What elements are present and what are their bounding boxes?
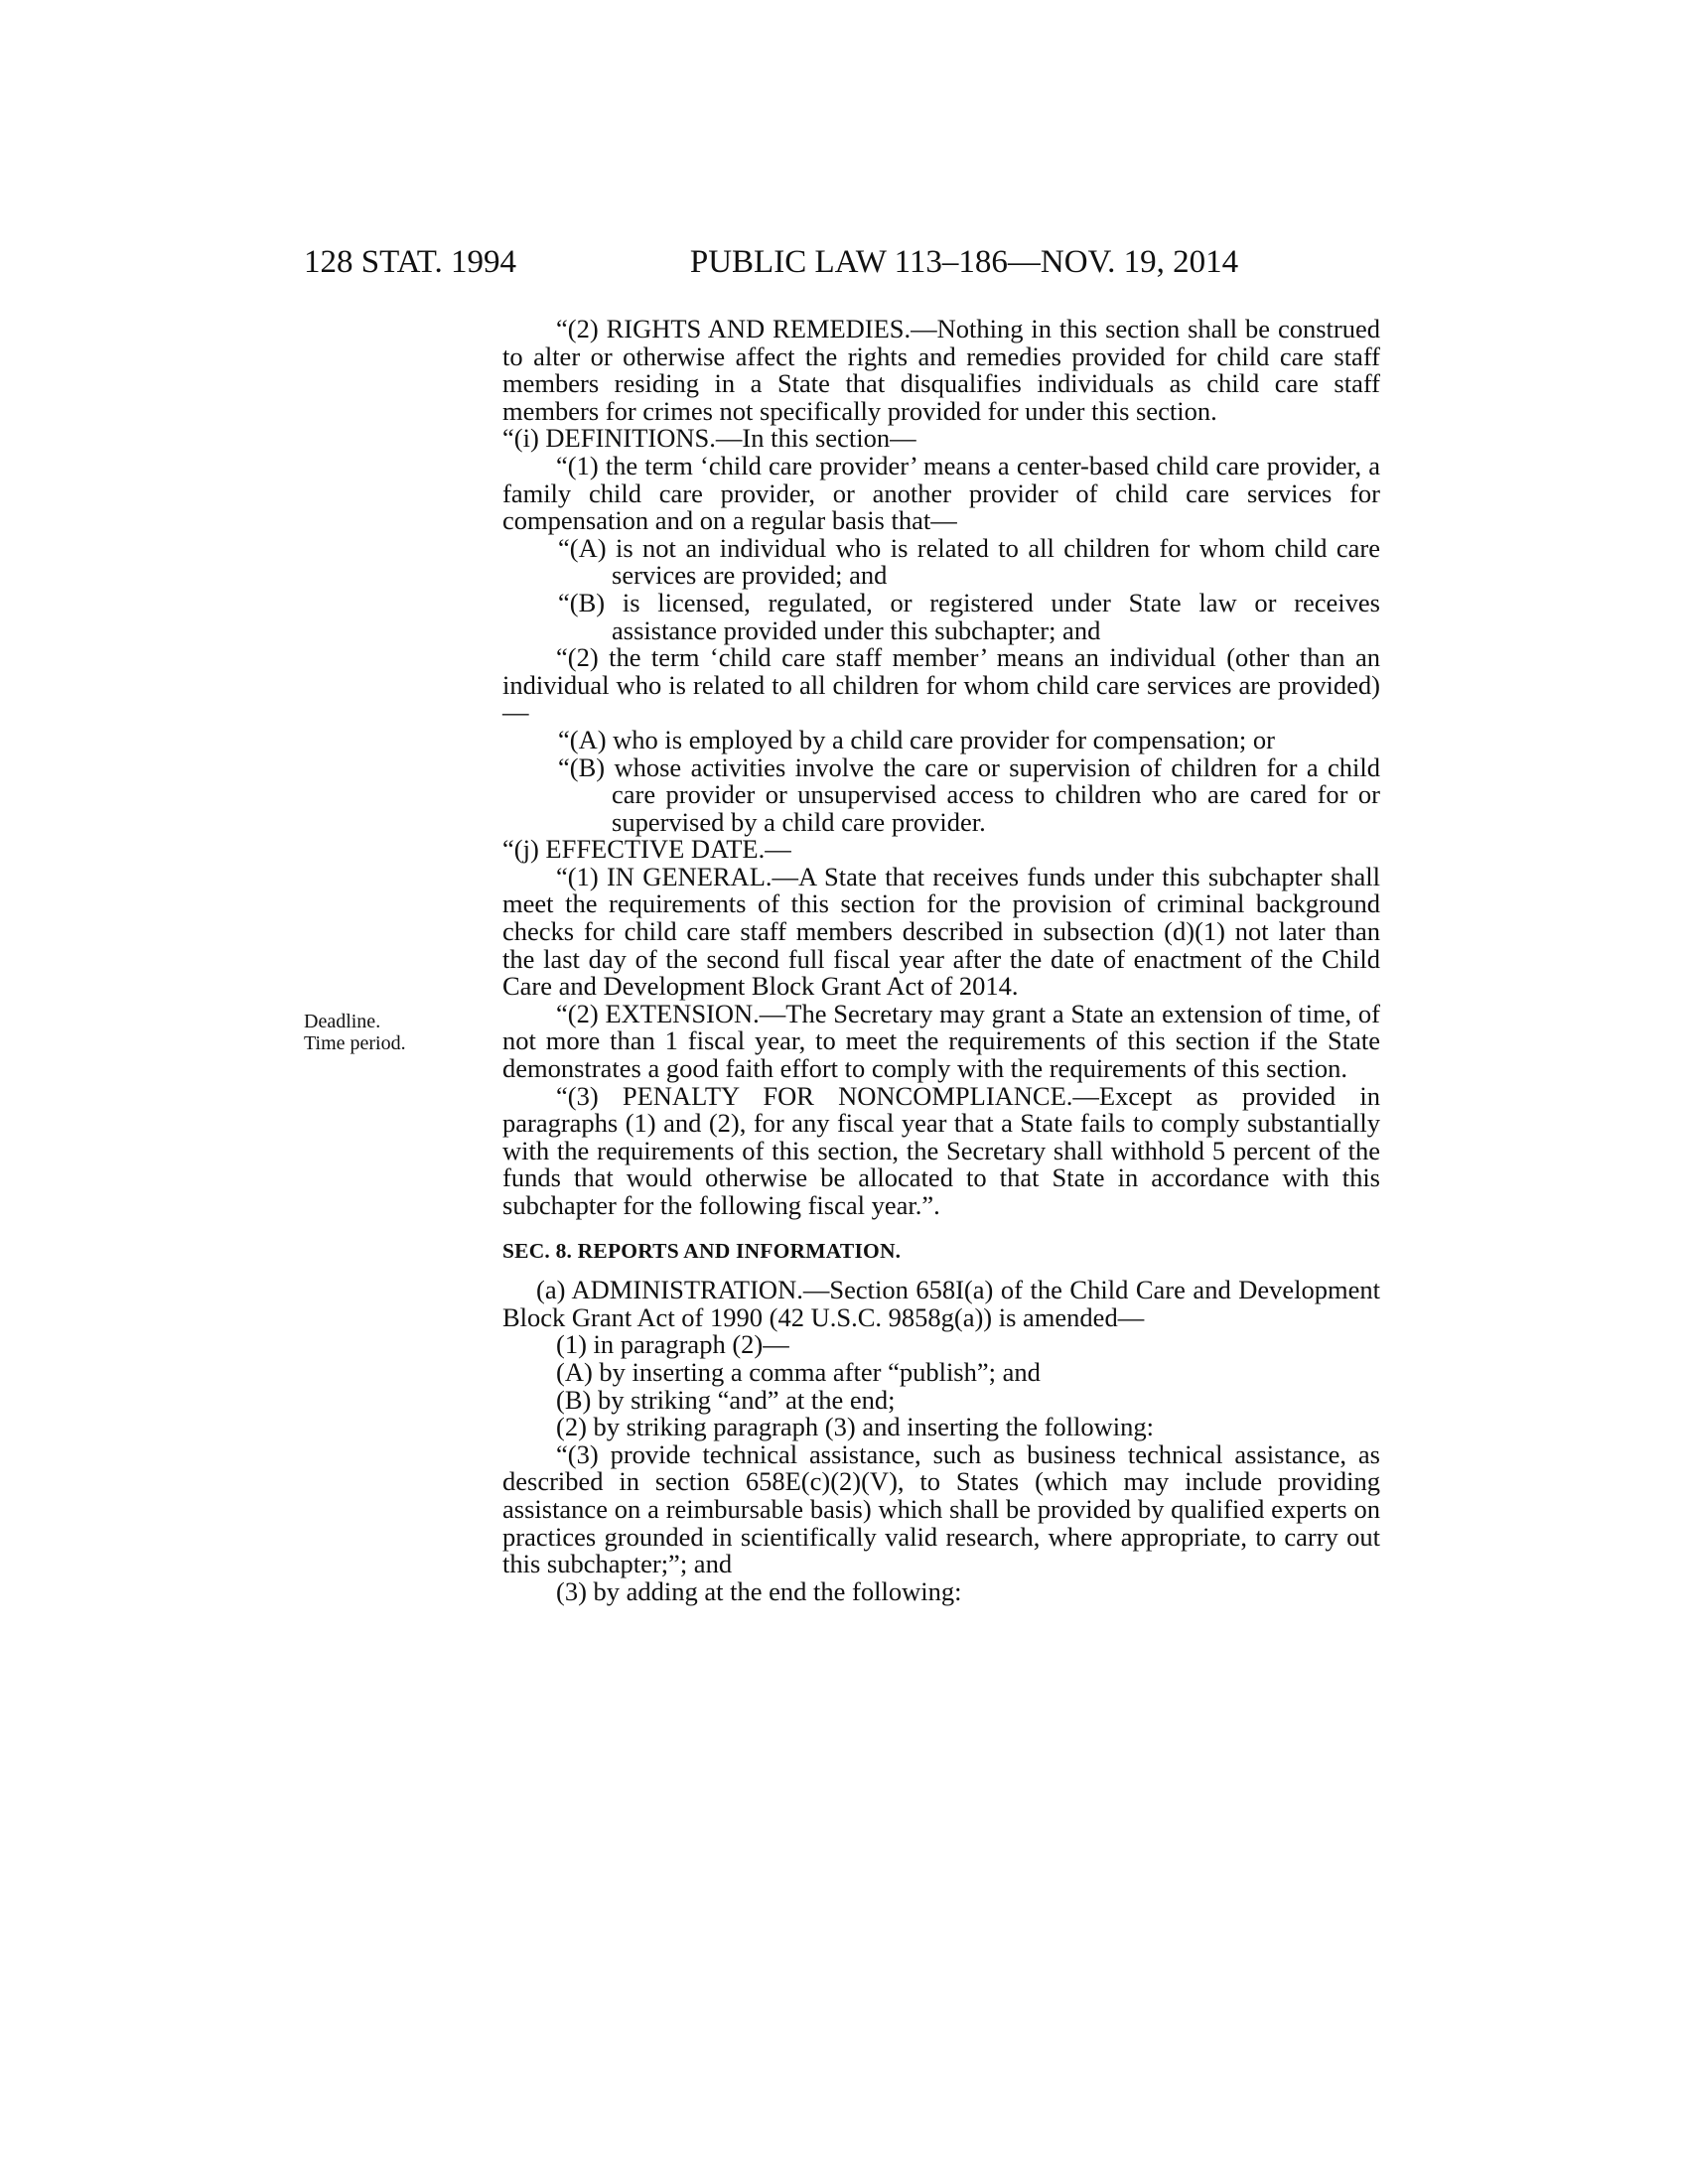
para-in-paragraph-2: (1) in paragraph (2)— — [556, 1329, 789, 1360]
margin-note-deadline: Deadline. — [304, 1011, 381, 1032]
para-extension: “(2) EXTENSION.—The Secretary may grant a State an extension of time, of not more than 1 fiscal year, to meet the requirements of this section if the State demonstrates a good faith effort to comply with the requirements of this section. — [502, 998, 1380, 1084]
para-def-staff-member: “(2) the term ‘child care staff member’ means an individual (other than an individual who is related to all children for whom child care services are provided)— — [502, 642, 1380, 728]
para-def-child-care-provider: “(1) the term ‘child care provider’ means a center-based child care provider, a family child care provider, or another provider of child care services for compensation and on a regular basis that— — [502, 450, 1380, 536]
para-penalty: “(3) PENALTY FOR NONCOMPLIANCE.—Except as provided in paragraphs (1) and (2), for any fiscal year that a State fails to comply substantially with the requirements of this section, the Secretary shall withhold 5 percent of the funds that would otherwise be allocated to that State in accordance with this subchapter for the following fiscal year.”. — [502, 1080, 1380, 1220]
para-def-staff-b: “(B) whose activities involve the care or supervision of children for a child care provider or unsupervised access to children who are cared for or supervised by a child care provider. — [558, 751, 1380, 837]
para-def-provider-a: “(A) is not an individual who is related to all children for whom child care services are provided; and — [558, 532, 1380, 591]
margin-note — [304, 1011, 406, 1054]
para-adding-at-end: (3) by adding at the end the following: — [556, 1575, 962, 1606]
para-insert-comma: (A) by inserting a comma after “publish”; and — [556, 1356, 1041, 1387]
para-definitions-heading: “(i) DEFINITIONS.—In this section— — [502, 423, 916, 454]
para-def-provider-b: “(B) is licensed, regulated, or registered under State law or receives assistance provided under this subchapter; and — [558, 587, 1380, 645]
section-heading: SEC. 8. REPORTS AND INFORMATION. — [502, 1238, 902, 1263]
running-header: PUBLIC LAW 113–186—NOV. 19, 2014 — [689, 244, 1239, 280]
para-rights-and-remedies: “(2) RIGHTS AND REMEDIES.—Nothing in this section shall be construed to alter or otherwise affect the rights and remedies provided for child care staff members residing in a State that disqualifies individuals as child care staff members for crimes not specifically provided for under this section. — [502, 314, 1380, 426]
para-administration: (a) ADMINISTRATION.—Section 658I(a) of the Child Care and Development Block Grant Act of 1990 (42 U.S.C. 9858g(a)) is amended— — [502, 1275, 1380, 1332]
para-technical-assistance: “(3) provide technical assistance, such as business technical assistance, as described in section 658E(c)(2)(V), to States (which may include providing assistance on a reimbursable basis) which shall be provided by qualified experts on practices grounded in scientifically valid research, where appropriate, to carry out this subchapter;”; and — [502, 1438, 1380, 1579]
para-strike-and: (B) by striking “and” at the end; — [556, 1384, 896, 1415]
page-body — [502, 316, 1380, 1605]
para-in-general: “(1) IN GENERAL.—A State that receives funds under this subchapter shall meet the requirements of this section for the provision of criminal background checks for child care staff members described in subsection (d)(1) not later than the last day of the second full fiscal year after the date of enactment of the Child Care and Development Block Grant Act of 2014. — [502, 861, 1380, 1002]
para-def-staff-a: “(A) who is employed by a child care provider for compensation; or — [558, 724, 1275, 754]
margin-note-time-period: Time period. — [304, 1032, 406, 1054]
page-stat-number: 128 STAT. 1994 — [304, 244, 517, 280]
para-effective-date-heading: “(j) EFFECTIVE DATE.— — [502, 834, 791, 865]
para-strike-paragraph-3: (2) by striking paragraph (3) and inserting the following: — [556, 1412, 1154, 1442]
